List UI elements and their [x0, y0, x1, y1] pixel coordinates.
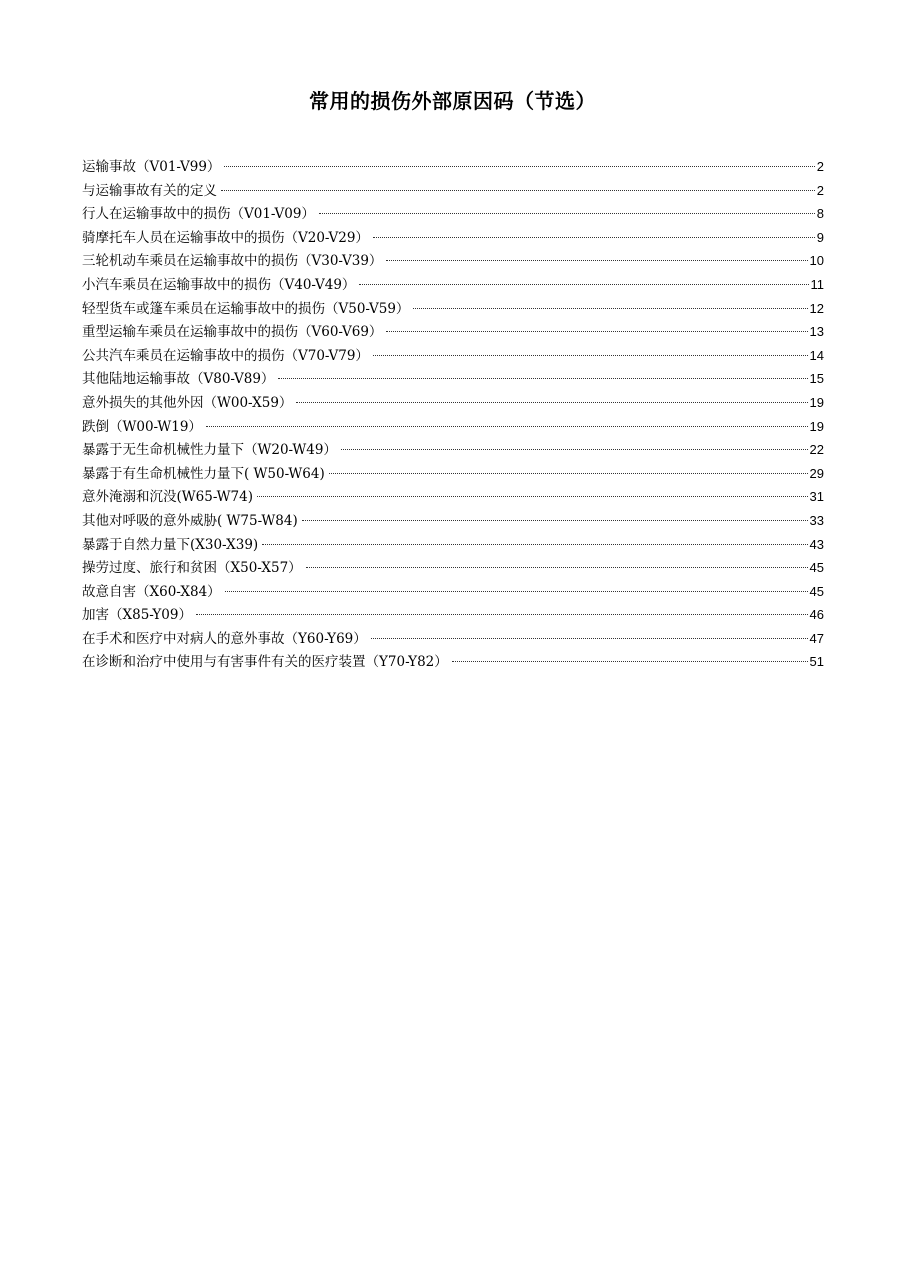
toc-entry-label: 意外损失的其他外因（W00-X59） [82, 394, 293, 411]
toc-dot-leader [306, 567, 808, 568]
toc-entry-page: 12 [809, 300, 824, 316]
toc-entry-label: 在诊断和治疗中使用与有害事件有关的医疗装置（Y70-Y82） [82, 654, 448, 671]
toc-entry-page: 15 [809, 371, 824, 387]
toc-entry-page: 46 [809, 607, 824, 623]
toc-entry[interactable] [82, 179, 824, 203]
toc-dot-leader [262, 544, 807, 545]
toc-entry-page: 29 [809, 465, 824, 481]
toc-entry-page: 43 [809, 536, 824, 552]
toc-dot-leader [386, 260, 807, 261]
toc-entry-label: 运输事故（V01-V99） [82, 159, 221, 175]
toc-dot-leader [257, 496, 808, 497]
toc-dot-leader [296, 402, 807, 403]
toc-entry[interactable] [82, 155, 824, 179]
toc-entry-page: 47 [809, 630, 824, 646]
toc-entry-page: 2 [816, 182, 824, 198]
toc-dot-leader [206, 426, 808, 427]
toc-entry-label: 公共汽车乘员在运输事故中的损伤（V70-V79） [82, 347, 369, 364]
toc-dot-leader [341, 449, 808, 450]
toc-entry[interactable] [82, 438, 824, 462]
toc-dot-leader [196, 614, 808, 615]
toc-entry-page: 14 [809, 347, 824, 363]
toc-entry[interactable] [82, 297, 824, 321]
toc-dot-leader [452, 661, 808, 662]
toc-entry[interactable] [82, 603, 824, 627]
toc-entry-label: 加害（X85-Y09） [82, 607, 192, 624]
toc-entry[interactable] [82, 367, 824, 391]
toc-entry[interactable] [82, 509, 824, 533]
toc-entry-label: 重型运输车乘员在运输事故中的损伤（V60-V69） [82, 324, 383, 341]
toc-entry[interactable] [82, 344, 824, 368]
toc-entry-page: 45 [809, 583, 824, 599]
toc-dot-leader [359, 284, 808, 285]
toc-entry-page: 13 [809, 324, 824, 340]
toc-entry-page: 19 [809, 394, 824, 410]
toc-dot-leader [225, 591, 808, 592]
toc-entry[interactable] [82, 580, 824, 604]
toc-entry-label: 意外淹溺和沉没(W65-W74) [82, 489, 253, 506]
toc-dot-leader [278, 378, 807, 379]
toc-dot-leader [413, 308, 807, 309]
toc-entry[interactable] [82, 533, 824, 557]
toc-entry-label: 跌倒（W00-W19） [82, 418, 202, 435]
toc-entry-label: 轻型货车或篷车乘员在运输事故中的损伤（V50-V59） [82, 300, 410, 317]
toc-entry[interactable] [82, 202, 824, 226]
toc-entry-page: 2 [816, 159, 824, 174]
toc-entry-page: 31 [809, 489, 824, 505]
toc-dot-leader [221, 190, 815, 191]
toc-entry-label: 与运输事故有关的定义 [82, 182, 217, 199]
toc-dot-leader [373, 355, 808, 356]
toc-entry-page: 19 [809, 418, 824, 434]
toc-entry-label: 暴露于无生命机械性力量下（W20-W49） [82, 442, 337, 459]
toc-entry[interactable] [82, 485, 824, 509]
toc-dot-leader [373, 237, 815, 238]
toc-dot-leader [371, 638, 808, 639]
toc-entry[interactable] [82, 320, 824, 344]
toc-entry-page: 11 [810, 276, 824, 292]
toc-entry[interactable] [82, 462, 824, 486]
toc-entry[interactable] [82, 226, 824, 250]
toc-entry-page: 22 [809, 442, 824, 458]
toc-entry[interactable] [82, 650, 824, 674]
toc-entry-label: 在手术和医疗中对病人的意外事故（Y60-Y69） [82, 630, 367, 647]
toc-dot-leader [319, 213, 815, 214]
toc-entry-page: 45 [809, 560, 824, 576]
toc-entry-page: 8 [816, 206, 824, 222]
table-of-contents [82, 155, 824, 674]
toc-entry-page: 9 [816, 229, 824, 245]
toc-entry-label: 其他对呼吸的意外威胁( W75-W84) [82, 512, 298, 529]
toc-entry[interactable] [82, 627, 824, 651]
toc-entry-label: 小汽车乘员在运输事故中的损伤（V40-V49） [82, 276, 356, 293]
toc-dot-leader [302, 520, 808, 521]
toc-entry[interactable] [82, 415, 824, 439]
toc-entry[interactable] [82, 273, 824, 297]
toc-entry-label: 骑摩托车人员在运输事故中的损伤（V20-V29） [82, 229, 369, 246]
toc-entry-label: 暴露于有生命机械性力量下( W50-W64) [82, 465, 325, 482]
toc-entry-label: 行人在运输事故中的损伤（V01-V09） [82, 206, 315, 223]
toc-entry-page: 33 [809, 512, 824, 528]
toc-entry-page: 10 [809, 253, 824, 269]
toc-dot-leader [224, 166, 814, 167]
toc-entry-label: 其他陆地运输事故（V80-V89） [82, 371, 275, 388]
toc-entry[interactable] [82, 249, 824, 273]
toc-entry[interactable] [82, 391, 824, 415]
document-title: 常用的损伤外部原因码（节选） [309, 89, 596, 114]
toc-entry-page: 51 [809, 654, 824, 670]
toc-entry[interactable] [82, 556, 824, 580]
toc-entry-label: 故意自害（X60-X84） [82, 583, 221, 600]
toc-entry-label: 暴露于自然力量下(X30-X39) [82, 536, 259, 553]
toc-dot-leader [386, 331, 807, 332]
toc-dot-leader [329, 473, 808, 474]
toc-entry-label: 三轮机动车乘员在运输事故中的损伤（V30-V39） [82, 253, 383, 270]
toc-entry-label: 操劳过度、旅行和贫困（X50-X57） [82, 560, 302, 577]
